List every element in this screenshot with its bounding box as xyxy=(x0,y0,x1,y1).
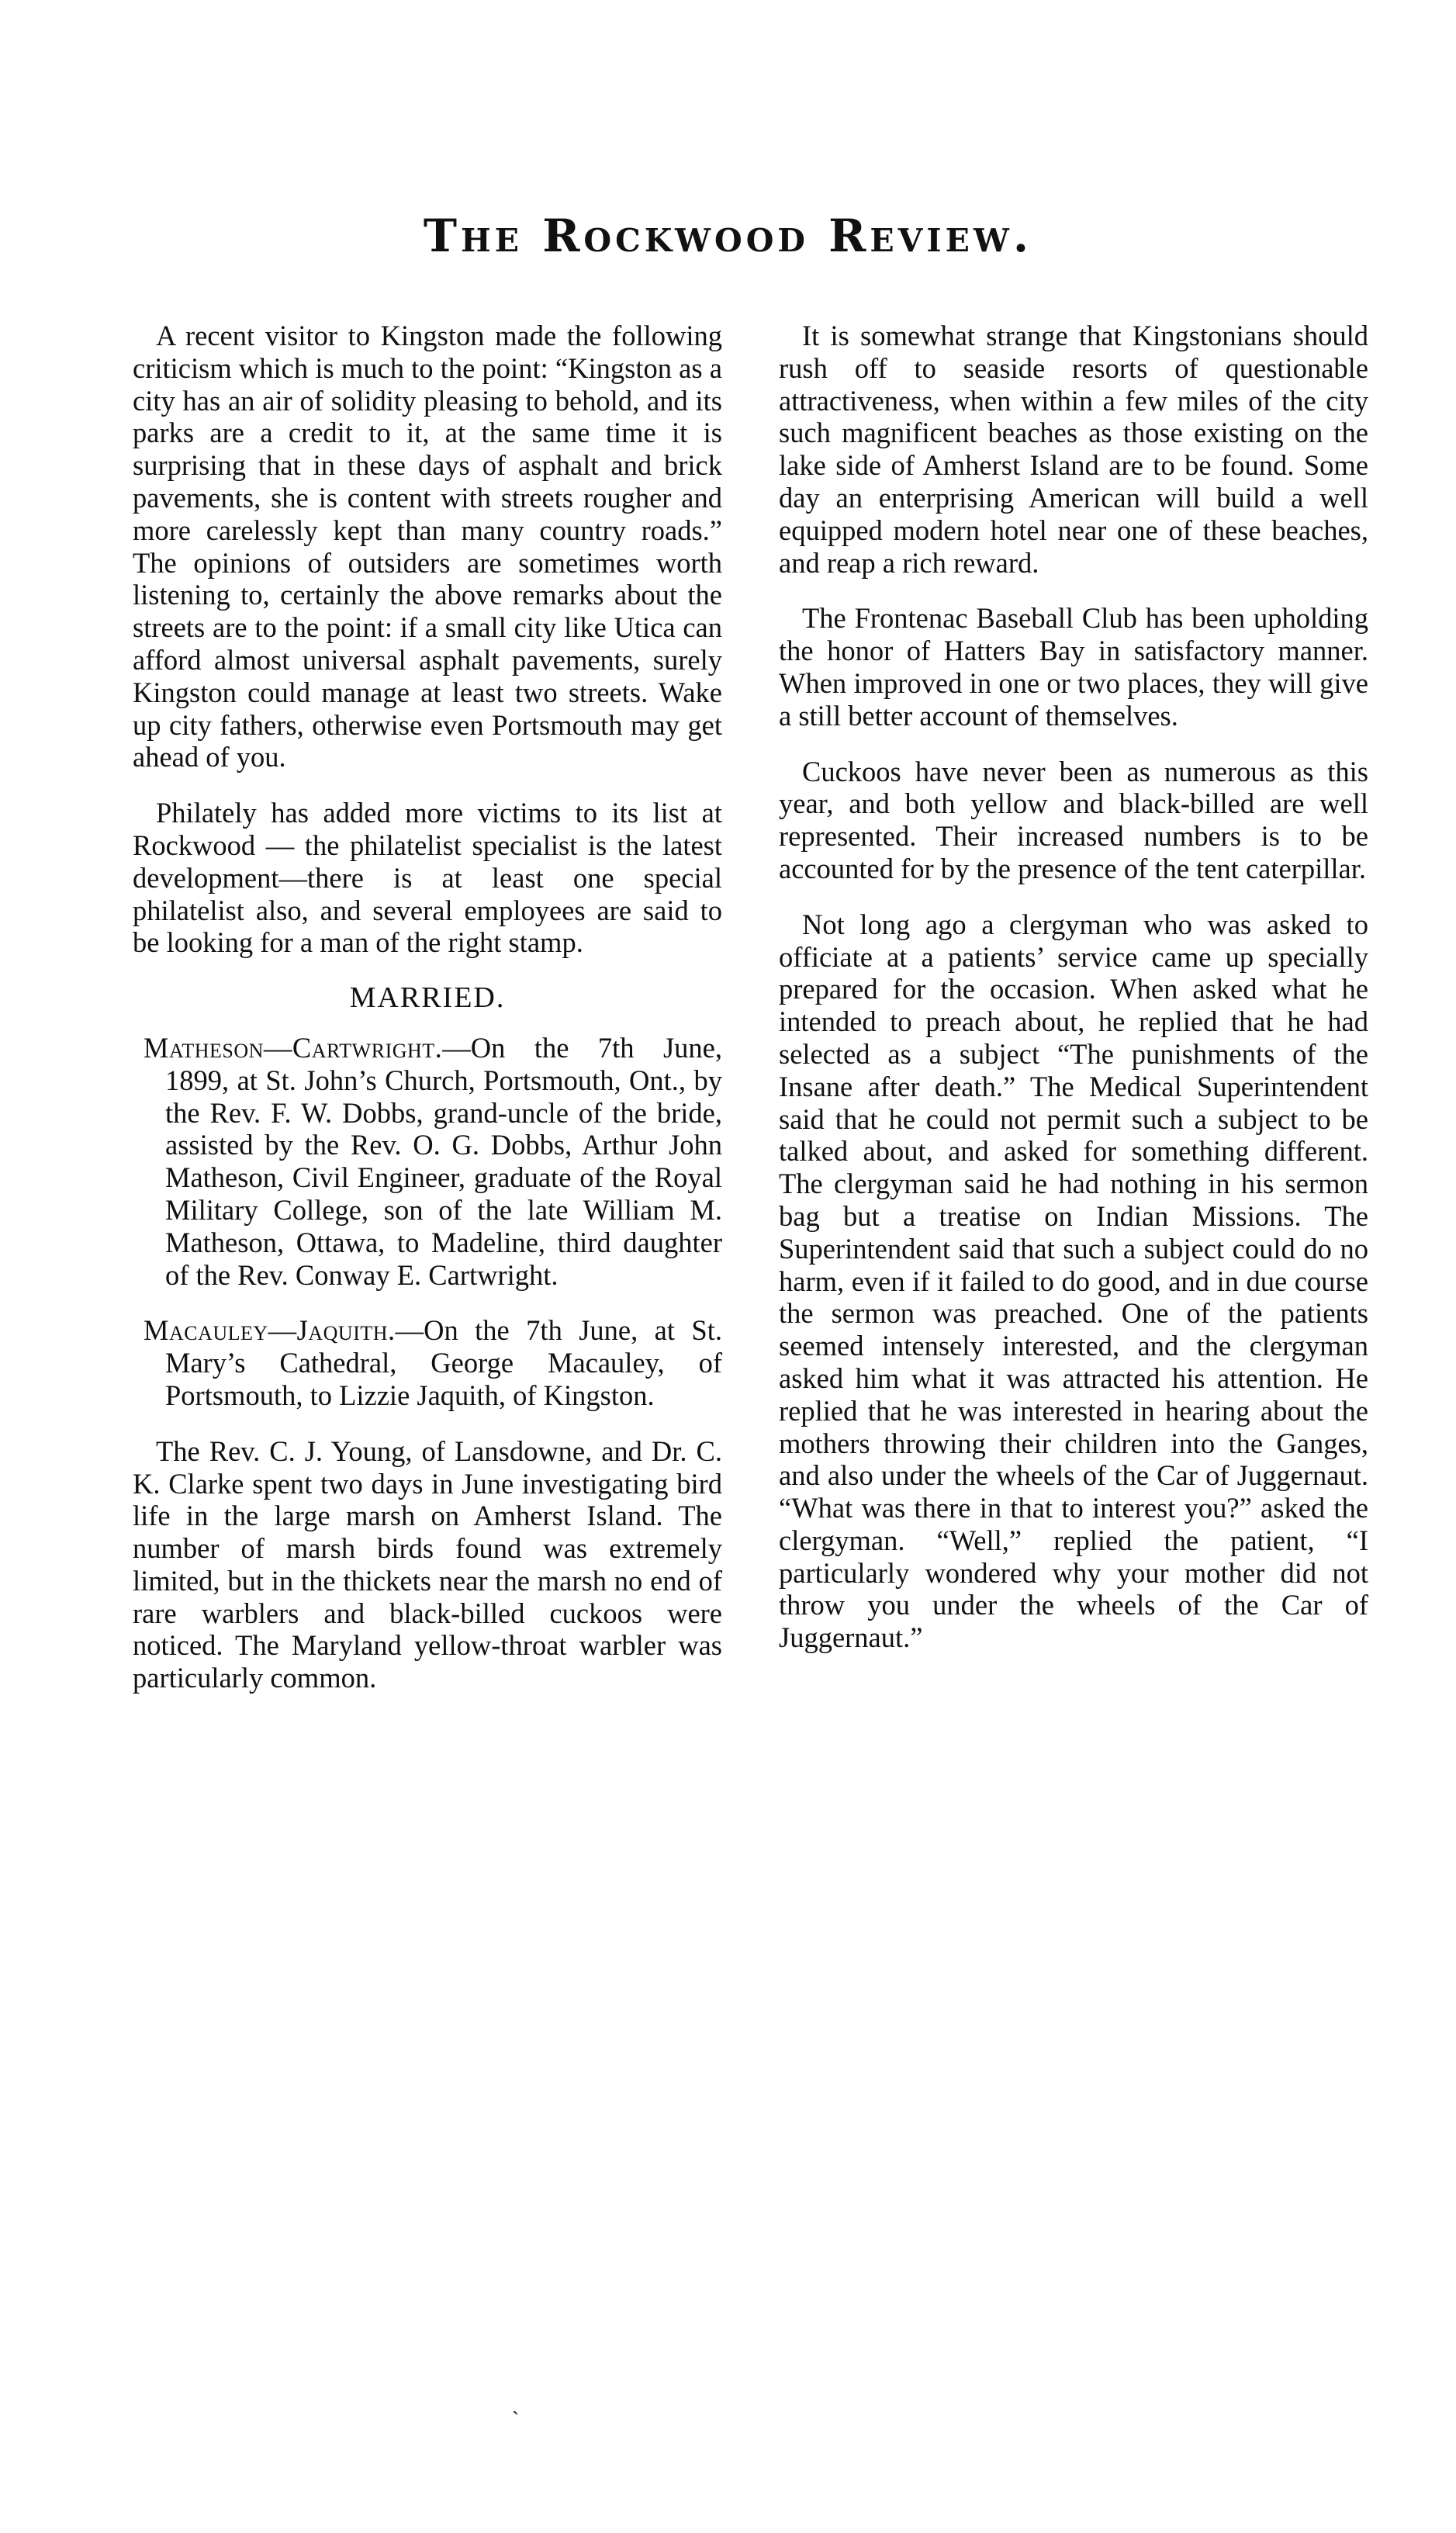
married-entry-macauley xyxy=(133,1314,722,1411)
article-philately: Philately has added more victims to its list at Rockwood — the philatelist specialist is the latest development—there is at least one special philatelist also, and several employees are said to be looking for a man of the right stamp. xyxy=(133,797,722,959)
right-column xyxy=(779,320,1368,1677)
article-clergyman: Not long ago a clergyman who was asked to officiate at a patients’ service came up specially prepared for the occasion. When asked what he intended to preach about, he replied that he had selected as a subject “The punishments of the Insane after death.” The Medical Superintendent said that he could not permit such a subject to be talked about, and asked for something different. The clergyman said he had nothing in his sermon bag but a treatise on Indian Missions. The Superintendent said that such a subject could do no harm, even if it failed to do good, and in due course the sermon was preached. One of the patients seemed intensely interested, and the clergyman asked him what it was attracted his attention. He replied that he was interested in hearing about the mothers throwing their children into the Ganges, and also under the wheels of the Car of Juggernaut. “What was there in that to interest you?” asked the clergyman. “Well,” replied the patient, “I particularly wondered why your mother did not throw you under the wheels of the Car of Juggernaut.” xyxy=(779,908,1368,1654)
married-entry-text: —On the 7th June, at St. Mary’s Cathedral, George Macauley, of Portsmouth, to Lizzie Jaquith, of Kingston. xyxy=(165,1314,722,1411)
article-baseball: The Frontenac Baseball Club has been upholding the honor of Hatters Bay in satisfactory manner. When improved in one or two places, they will give a still better account of themselves. xyxy=(779,602,1368,732)
article-amherst-beaches: It is somewhat strange that Kingstonians should rush off to seaside resorts of questionable attractiveness, when within a few miles of the city such magnificent beaches as those existing on the lake side of Amherst Island are to be found. Some day an enterprising American will build a well equipped modern hotel near one of these beaches, and reap a rich reward. xyxy=(779,320,1368,579)
article-bird-life: The Rev. C. J. Young, of Lansdowne, and Dr. C. K. Clarke spent two days in June investigating bird life in the large marsh on Amherst Island. The number of marsh birds found was extremely limited, but in the thickets near the marsh no end of rare warblers and black-billed cuckoos were noticed. The Maryland yellow-throat warbler was particularly common. xyxy=(133,1434,722,1694)
article-cuckoos: Cuckoos have never been as numerous as this year, and both yellow and black-billed are well represented. Their increased numbers is to be accounted for by the presence of the tent caterpillar. xyxy=(779,755,1368,884)
married-entry-names: Matheson—Cartwright. xyxy=(144,1031,443,1064)
masthead-title: The Rockwood Review. xyxy=(423,209,1033,262)
married-heading: MARRIED. xyxy=(349,981,506,1015)
page-mark: ` xyxy=(512,2408,520,2432)
married-entry-matheson xyxy=(133,1032,722,1291)
married-entry-names: Macauley—Jaquith. xyxy=(144,1314,396,1347)
left-column xyxy=(133,320,722,1718)
article-kingston-streets: A recent visitor to Kingston made the following criticism which is much to the point: “Kingston as a city has an air of solidity pleasing to behold, and its parks are a credit to it, at the same time it is surprising that in these days of asphalt and brick pavements, she is content with streets rougher and more carelessly kept than many country roads.” The opinions of outsiders are sometimes worth listening to, certainly the above remarks about the streets are to the point: if a small city like Utica can afford almost universal asphalt pavements, surely Kingston could manage at least two streets. Wake up city fathers, otherwise even Portsmouth may get ahead of you. xyxy=(133,320,722,773)
married-entry-text: —On the 7th June, 1899, at St. John’s Church, Portsmouth, Ont., by the Rev. F. W. Dobbs, grand-uncle of the bride, assisted by the Rev. O. G. Dobbs, Arthur John Matheson, Civil Engineer, graduate of the Royal Military College, son of the late William M. Matheson, Ottawa, to Madeline, third daughter of the Rev. Conway E. Cartwright. xyxy=(165,1031,722,1291)
